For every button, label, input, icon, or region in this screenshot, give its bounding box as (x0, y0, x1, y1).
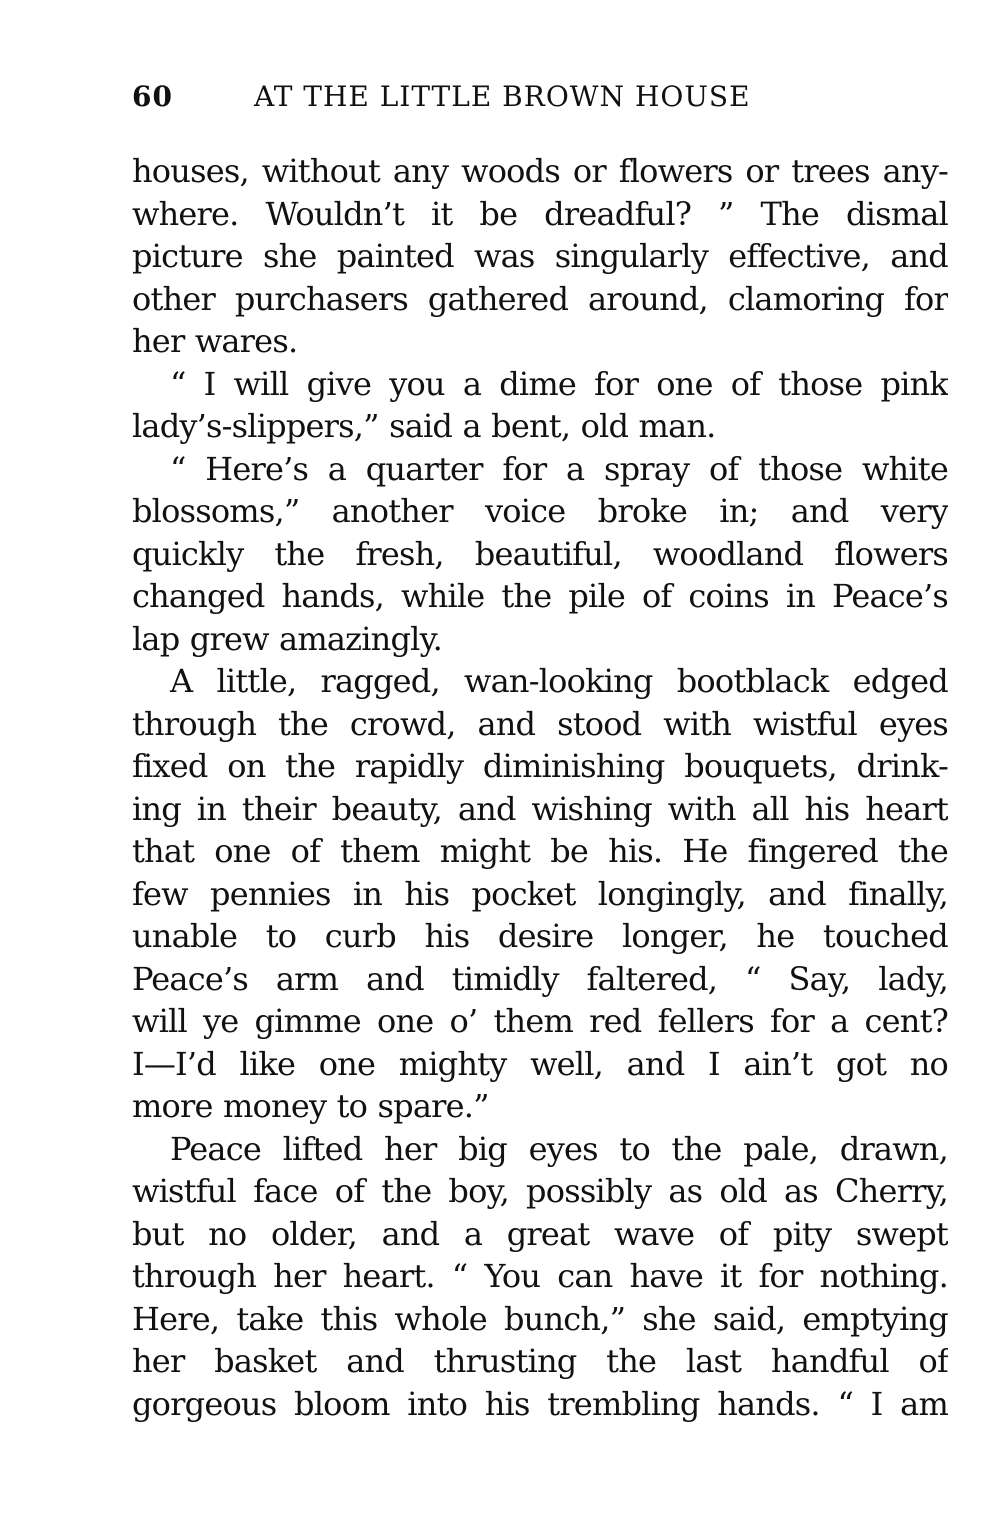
text-line: where. Wouldn’t it be dreadful? ” The dismal (132, 194, 948, 233)
text-line: changed hands, while the pile of coins in Peace’s (132, 577, 948, 615)
text-line: blossoms,” another voice broke in; and very (132, 492, 948, 530)
running-title: AT THE LITTLE BROWN HOUSE (254, 80, 751, 113)
text-line: through the crowd, and stood with wistful eyes (132, 704, 948, 743)
text-line: lady’s-slippers,” said a bent, old man. (132, 407, 716, 445)
text-line: unable to curb his desire longer, he touched (132, 917, 948, 955)
text-line: “ Here’s a quarter for a spray of those white (170, 449, 948, 488)
text-line: Peace lifted her big eyes to the pale, drawn, (170, 1129, 948, 1168)
text-line: wistful face of the boy, possibly as old as Cherry, (132, 1172, 948, 1210)
running-head (132, 80, 948, 120)
text-line: will ye gimme one o’ them red fellers for a cent? (132, 1002, 948, 1040)
text-line: few pennies in his pocket longingly, and finally, (132, 874, 948, 913)
text-line: that one of them might be his. He fingered the (132, 832, 948, 870)
text-line: picture she painted was singularly effective, and (132, 237, 948, 275)
text-line: lap grew amazingly. (132, 619, 442, 658)
text-line: fixed on the rapidly diminishing bouquets, drink- (132, 747, 948, 785)
text-line: “ I will give you a dime for one of those pink (170, 364, 948, 403)
text-line: quickly the fresh, beautiful, woodland flowers (132, 534, 948, 573)
text-line: Here, take this whole bunch,” she said, emptying (132, 1299, 948, 1338)
text-line: through her heart. “ You can have it for nothing. (132, 1257, 948, 1295)
text-line: Peace’s arm and timidly faltered, “ Say, lady, (132, 959, 948, 998)
text-line: more money to spare.” (132, 1087, 489, 1125)
text-line: A little, ragged, wan-looking bootblack edged (170, 662, 948, 700)
text-line: her wares. (132, 322, 298, 360)
body-text (132, 150, 948, 1425)
text-line: I—I’d like one mighty well, and I ain’t got no (132, 1044, 948, 1083)
text-line: other purchasers gathered around, clamoring for (132, 279, 948, 318)
text-line: houses, without any woods or flowers or trees any- (132, 152, 948, 190)
text-line: her basket and thrusting the last handful of (132, 1342, 948, 1380)
page-number: 60 (132, 80, 173, 113)
text-line: gorgeous bloom into his trembling hands. “ I am (132, 1384, 948, 1423)
text-line: but no older, and a great wave of pity swept (132, 1214, 948, 1253)
text-line: ing in their beauty, and wishing with all his heart (132, 789, 948, 828)
